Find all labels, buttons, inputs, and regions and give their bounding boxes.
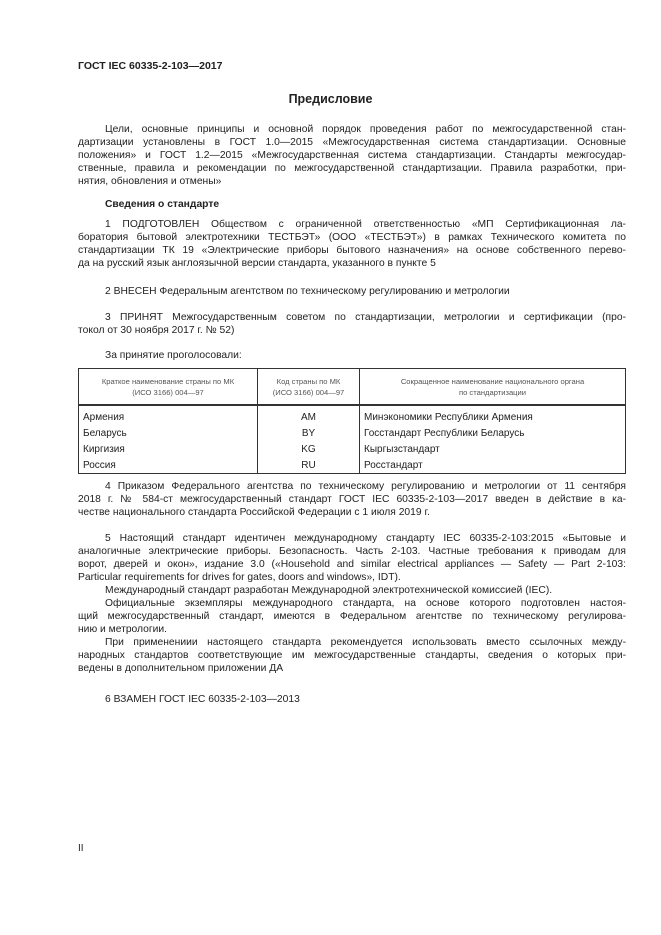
text-line: да на русский язык англоязычной версии стандарта, указанного в пункте 5 [78, 258, 436, 269]
body-cell: Госстандарт Республики Беларусь [360, 425, 626, 441]
text-line: положения» и ГОСТ 1.2—2015 «Межгосударственная система стандартизации. Стандарты межгосудар- [78, 150, 626, 161]
text-line: нятия, обновления и отмены» [78, 176, 222, 187]
table-row [79, 405, 626, 425]
text-line: 2 ВНЕСЕН Федеральным агентством по техническому регулированию и метрологии [105, 286, 510, 297]
document-header: ГОСТ IEC 60335-2-103—2017 [78, 60, 223, 72]
text-line: боратория бытовой электротехники ТЕСТБЭТ» (ООО «ТЕСТБЭТ») в рамках Технического комитета по [78, 232, 626, 243]
col-header-code: Код страны по МК (ИСО 3166) 004—97 [258, 369, 360, 406]
page-title: Предисловие [288, 92, 373, 106]
code-cell: BY [258, 425, 360, 441]
text-line: ственные, правила и рекомендации по межгосударственной стандартизации. Правила разработки, при- [78, 163, 626, 174]
text-line: 4 Приказом Федерального агентства по техническому регулированию и метрологии от 11 сентября [105, 481, 626, 492]
country-cell: Киргизия [79, 441, 258, 457]
text-line: дартизации установлены в ГОСТ 1.0—2015 «Межгосударственная система стандартизации. Основные [78, 137, 626, 148]
table-row [79, 425, 626, 441]
text-line: Официальные экземпляры международного стандарта, на основе которого подготовлен настоя- [105, 598, 626, 609]
text-line: За принятие проголосовали: [105, 350, 242, 361]
text-line: При применениии настоящего стандарта рекомендуется использовать вместо ссылочных между- [105, 637, 626, 648]
code-cell: KG [258, 441, 360, 457]
text-line: 5 Настоящий стандарт идентичен международному стандарту IEC 60335-2-103:2015 «Бытовые и [105, 533, 626, 544]
col-header-country: Краткое наименование страны по МК (ИСО 3166) 004—97 [79, 369, 258, 406]
text-line: народных стандартов соответствующие им межгосударственные стандарты, сведения о которых при- [78, 650, 626, 661]
text-line: Particular requirements for drives for gates, doors and windows», IDT). [78, 572, 401, 583]
code-cell: AM [258, 405, 360, 425]
body-cell: Росстандарт [360, 457, 626, 474]
text-line: щий межгосударственный стандарт, имеются в Федеральном агентстве по техническому регулирова- [78, 611, 626, 622]
text-line: токол от 30 ноября 2017 г. № 52) [78, 325, 235, 336]
country-cell: Россия [79, 457, 258, 474]
voting-table [78, 368, 626, 474]
code-cell: RU [258, 457, 360, 474]
body-cell: Минэкономики Республики Армения [360, 405, 626, 425]
text-line: Международный стандарт разработан Международной электротехнической комиссией (IEC). [105, 585, 553, 596]
text-line: 1 ПОДГОТОВЛЕН Обществом с ограниченной ответственностью «МП Сертификационная ла- [105, 219, 626, 230]
text-line: нию и метрологии. [78, 624, 168, 635]
text-line: Цели, основные принципы и основной порядок проведения работ по межгосударственной стан- [105, 124, 626, 135]
text-line: ворот, дверей и окон», издание 3.0 («Household and similar electrical appliances — Safety — Part 2-103: [78, 559, 626, 570]
page-number: II [78, 843, 84, 854]
body-cell: Кыргызстандарт [360, 441, 626, 457]
text-line: стандартизации ТК 19 «Электрические приборы бытового назначения» на основе собственного перево- [78, 245, 626, 256]
country-cell: Беларусь [79, 425, 258, 441]
text-line: ведены в дополнительном приложении ДА [78, 663, 284, 674]
text-line: 2018 г. № 584-ст межгосударственный стандарт ГОСТ IEC 60335-2-103—2017 введен в действие в ка- [78, 494, 626, 505]
table-row [79, 457, 626, 474]
section-heading: Сведения о стандарте [105, 199, 220, 210]
table-row [79, 441, 626, 457]
col-header-body: Сокращенное наименование национального органа по стандартизации [360, 369, 626, 406]
text-line: аналогичные электрические приборы. Безопасность. Часть 2-103. Частные требования к приводам для [78, 546, 626, 557]
text-line: 3 ПРИНЯТ Межгосударственным советом по стандартизации, метрологии и сертификации (про- [105, 312, 626, 323]
text-line: 6 ВЗАМЕН ГОСТ IEC 60335-2-103—2013 [105, 694, 300, 705]
country-cell: Армения [79, 405, 258, 425]
text-line: честве национального стандарта Российской Федерации с 1 июля 2019 г. [78, 507, 430, 518]
